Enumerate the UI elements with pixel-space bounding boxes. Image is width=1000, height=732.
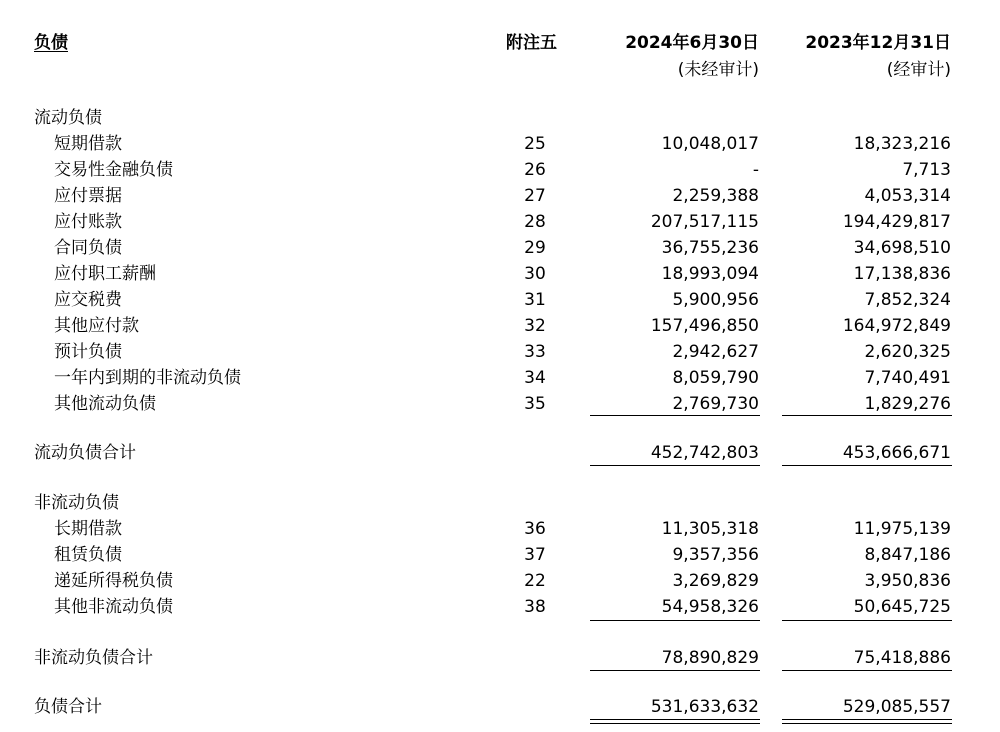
col-2023-audit-header: (经审计): [886, 60, 951, 80]
row-value-2024: -: [752, 160, 759, 180]
current-total-label: 流动负债合计: [34, 443, 136, 463]
grand-total-label: 负债合计: [34, 697, 102, 717]
row-value-2023: 3,950,836: [864, 571, 951, 591]
row-note: 34: [524, 368, 546, 388]
row-value-2023: 4,053,314: [864, 186, 951, 206]
noncurrent-total-rule-2023: [782, 670, 952, 671]
row-value-2023: 18,323,216: [853, 134, 951, 154]
noncurrent-subtotal-rule-2024: [590, 620, 760, 621]
row-label: 递延所得税负债: [54, 571, 173, 591]
row-note: 32: [524, 316, 546, 336]
noncurrent-total-label: 非流动负债合计: [34, 648, 153, 668]
row-value-2024: 11,305,318: [661, 519, 759, 539]
grand-total-double-rule-2024: [590, 719, 760, 724]
row-value-2024: 2,259,388: [672, 186, 759, 206]
row-label: 应付账款: [54, 212, 122, 232]
row-value-2023: 7,852,324: [864, 290, 951, 310]
row-label: 其他应付款: [54, 316, 139, 336]
noncurrent-total-2023: 75,418,886: [853, 648, 951, 668]
row-label: 其他非流动负债: [54, 597, 173, 617]
subtotal-rule-2024: [590, 415, 760, 416]
row-label: 合同负债: [54, 238, 122, 258]
col-2024-audit-header: (未经审计): [677, 60, 759, 80]
row-value-2024: 54,958,326: [661, 597, 759, 617]
row-value-2024: 9,357,356: [672, 545, 759, 565]
row-note: 30: [524, 264, 546, 284]
row-label: 应交税费: [54, 290, 122, 310]
row-value-2024: 3,269,829: [672, 571, 759, 591]
row-note: 29: [524, 238, 546, 258]
subtotal-rule-2023: [782, 415, 952, 416]
col-2024-date-header: 2024年6月30日: [625, 33, 759, 53]
current-total-rule-2023: [782, 465, 952, 466]
noncurrent-total-2024: 78,890,829: [661, 648, 759, 668]
row-value-2023: 164,972,849: [842, 316, 951, 336]
row-value-2024: 10,048,017: [661, 134, 759, 154]
row-note: 27: [524, 186, 546, 206]
current-total-rule-2024: [590, 465, 760, 466]
row-value-2023: 194,429,817: [842, 212, 951, 232]
grand-total-2023: 529,085,557: [842, 697, 951, 717]
row-note: 36: [524, 519, 546, 539]
grand-total-double-rule-2023: [782, 719, 952, 724]
row-note: 31: [524, 290, 546, 310]
row-note: 38: [524, 597, 546, 617]
row-value-2024: 157,496,850: [650, 316, 759, 336]
row-value-2024: 207,517,115: [650, 212, 759, 232]
row-note: 26: [524, 160, 546, 180]
row-value-2023: 7,713: [902, 160, 951, 180]
row-note: 22: [524, 571, 546, 591]
row-value-2023: 11,975,139: [853, 519, 951, 539]
row-label: 应付职工薪酬: [54, 264, 156, 284]
col-2023-date-header: 2023年12月31日: [805, 33, 951, 53]
row-value-2024: 2,769,730: [672, 394, 759, 414]
noncurrent-subtotal-rule-2023: [782, 620, 952, 621]
row-label: 长期借款: [54, 519, 122, 539]
row-value-2024: 5,900,956: [672, 290, 759, 310]
row-label: 应付票据: [54, 186, 122, 206]
row-note: 28: [524, 212, 546, 232]
note-column-header: 附注五: [506, 33, 557, 53]
row-value-2023: 8,847,186: [864, 545, 951, 565]
row-value-2024: 36,755,236: [661, 238, 759, 258]
row-value-2023: 34,698,510: [853, 238, 951, 258]
row-label: 短期借款: [54, 134, 122, 154]
row-value-2024: 2,942,627: [672, 342, 759, 362]
row-value-2023: 2,620,325: [864, 342, 951, 362]
current-total-2024: 452,742,803: [650, 443, 759, 463]
row-label: 一年内到期的非流动负债: [54, 368, 241, 388]
section-label-current: 流动负债: [34, 108, 102, 128]
noncurrent-total-rule-2024: [590, 670, 760, 671]
section-label-noncurrent: 非流动负债: [34, 493, 119, 513]
row-value-2023: 7,740,491: [864, 368, 951, 388]
row-value-2023: 1,829,276: [864, 394, 951, 414]
row-value-2024: 18,993,094: [661, 264, 759, 284]
row-value-2024: 8,059,790: [672, 368, 759, 388]
row-note: 25: [524, 134, 546, 154]
row-label: 交易性金融负债: [54, 160, 173, 180]
row-value-2023: 17,138,836: [853, 264, 951, 284]
grand-total-2024: 531,633,632: [650, 697, 759, 717]
page-title: 负债: [34, 33, 68, 53]
row-note: 35: [524, 394, 546, 414]
row-note: 37: [524, 545, 546, 565]
row-label: 租赁负债: [54, 545, 122, 565]
row-note: 33: [524, 342, 546, 362]
row-label: 预计负债: [54, 342, 122, 362]
row-value-2023: 50,645,725: [853, 597, 951, 617]
current-total-2023: 453,666,671: [842, 443, 951, 463]
row-label: 其他流动负债: [54, 394, 156, 414]
